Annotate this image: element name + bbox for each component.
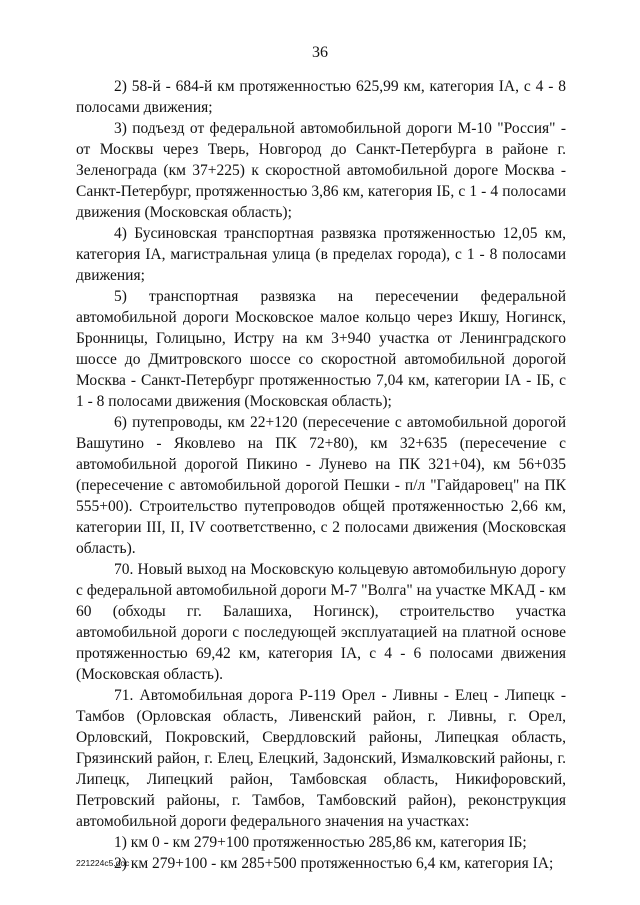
paragraph: 2) 58-й - 684-й км протяженностью 625,99 км, категория IА, с 4 - 8 полосами движения; xyxy=(76,78,566,116)
paragraph: 5) транспортная развязка на пересечении федеральной автомобильной дороги Московское малое кольцо через Икшу, Ногинск, Бронницы, Голицыно, Истру на км 3+940 участка от Ленинградского шоссе до Дмитровского шоссе со скоростной автомобильной дорогой Москва - Санкт-Петербург протяженностью 7,04 км, категории IА - IБ, с 1 - 8 полосами движения (Московская область); xyxy=(76,288,566,410)
paragraph: 3) подъезд от федеральной автомобильной дороги М-10 "Россия" - от Москвы через Тверь, Новгород до Санкт-Петербурга в районе г. Зеленограда (км 37+225) к скоростной автомобильной дороге Москва - Санкт-Петербург, протяженностью 3,86 км, категория IБ, с 1 - 4 полосами движения (Московская область); xyxy=(76,120,566,221)
paragraph: 2) км 279+100 - км 285+500 протяженностью 6,4 км, категория IА; xyxy=(114,855,554,872)
page-number: 36 xyxy=(312,44,328,61)
paragraph: 6) путепроводы, км 22+120 (пересечение с автомобильной дорогой Вашутино - Яковлево на ПК 72+80), км 32+635 (пересечение с автомобильной дорогой Пикино - Лунево на ПК 321+04), км 56+035 (пересечение с автомобильной дорогой Пешки - п/л "Гайдаровец" на ПК 555+00). Строительство путепроводов общей протяженностью 2,66 км, категории III, II, IV соответственно, с 2 полосами движения (Московская область). xyxy=(76,414,566,557)
document-body xyxy=(76,76,566,874)
footer-filename: 221224c5.doc xyxy=(76,858,130,868)
paragraph: 70. Новый выход на Московскую кольцевую автомобильную дорогу с федеральной автомобильной дороги М-7 "Волга" на участке МКАД - км 60 (обходы гг. Балашиха, Ногинск), строительство участка автомобильной дороги с последующей эксплуатацией на платной основе протяженностью 69,42 км, категория IА, с 4 - 6 полосами движения (Московская область). xyxy=(76,561,566,683)
paragraph: 1) км 0 - км 279+100 протяженностью 285,86 км, категория IБ; xyxy=(114,834,527,851)
paragraph: 4) Бусиновская транспортная развязка протяженностью 12,05 км, категория IА, магистральная улица (в пределах города), с 1 - 8 полосами движения; xyxy=(76,225,566,284)
paragraph: 71. Автомобильная дорога Р-119 Орел - Ливны - Елец - Липецк - Тамбов (Орловская область, Ливенский район, г. Ливны, г. Орел, Орловский, Покровский, Свердловский районы, Липецкая область, Грязинский район, г. Елец, Елецкий, Задонский, Измалковский районы, г. Липецк, Липецкий район, Тамбовская область, Никифоровский, Петровский районы, г. Тамбов, Тамбовский район), реконструкция автомобильной дороги федерального значения на участках: xyxy=(76,687,566,830)
